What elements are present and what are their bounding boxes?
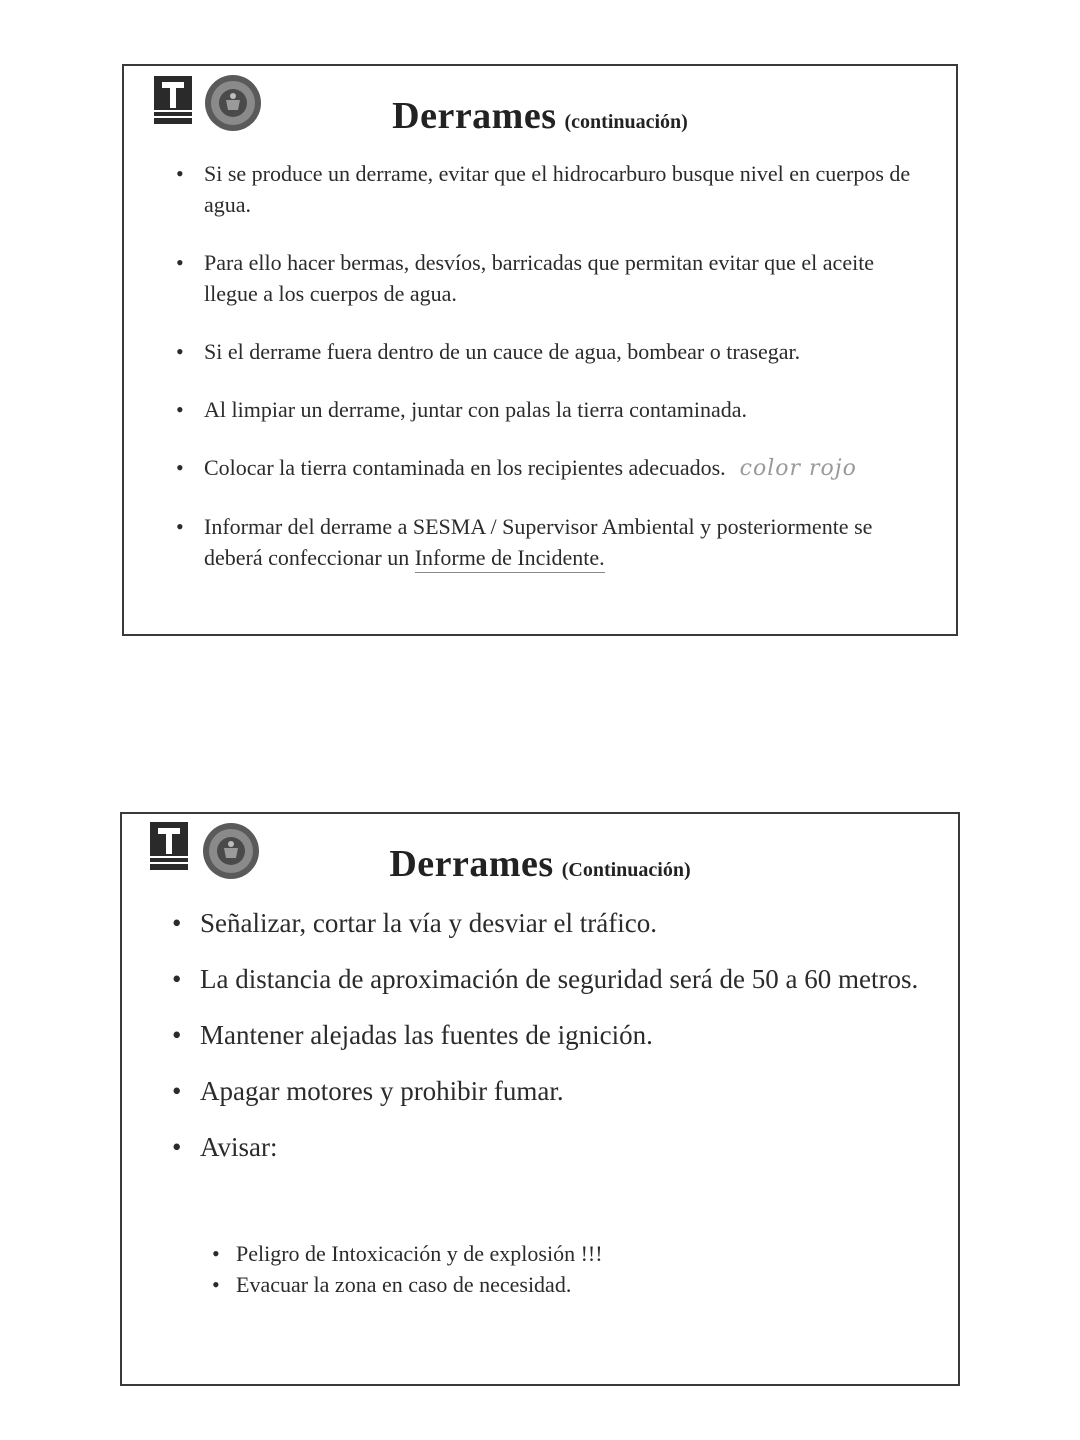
bullet-text: Informar del derrame a SESMA / Supervisor Ambiental y posteriormente se deberá confeccionar un bbox=[204, 514, 873, 570]
bullet-text: Para ello hacer bermas, desvíos, barricadas que permitan evitar que el aceite llegue a los cuerpos de agua. bbox=[204, 250, 875, 306]
handwritten-note: color rojo bbox=[739, 456, 857, 481]
sub-bullet-text: Peligro de Intoxicación y de explosión !!! bbox=[236, 1241, 603, 1266]
bullet-icon: • bbox=[172, 908, 182, 938]
bullet-text: Apagar motores y prohibir fumar. bbox=[200, 1076, 564, 1106]
bullet-text: Mantener alejadas las fuentes de ignición. bbox=[200, 1020, 653, 1050]
title-suffix: (Continuación) bbox=[561, 859, 691, 881]
list-item bbox=[212, 1269, 603, 1300]
title-main: Derrames bbox=[389, 843, 554, 885]
slide-2-bullet-list bbox=[172, 906, 930, 1186]
slide-2-sub-bullet-list bbox=[212, 1238, 603, 1300]
slide-1-bullet-list bbox=[176, 158, 924, 600]
bullet-icon: • bbox=[176, 250, 184, 275]
list-item bbox=[176, 394, 924, 425]
bullet-icon: • bbox=[212, 1272, 220, 1297]
title-main: Derrames bbox=[392, 95, 557, 137]
slide-2-title bbox=[122, 842, 958, 886]
bullet-text: Avisar: bbox=[200, 1132, 278, 1162]
list-item bbox=[172, 1130, 930, 1165]
list-item bbox=[176, 247, 924, 309]
list-item bbox=[212, 1238, 603, 1269]
title-suffix: (continuación) bbox=[564, 111, 688, 133]
bullet-icon: • bbox=[172, 1020, 182, 1050]
list-item bbox=[172, 962, 930, 997]
bullet-text: La distancia de aproximación de seguridad será de 50 a 60 metros. bbox=[200, 964, 919, 994]
underlined-text: Informe de Incidente. bbox=[415, 545, 605, 573]
bullet-icon: • bbox=[212, 1241, 220, 1266]
bullet-icon: • bbox=[176, 161, 184, 186]
bullet-icon: • bbox=[172, 964, 182, 994]
bullet-text: Colocar la tierra contaminada en los recipientes adecuados. bbox=[204, 455, 726, 480]
bullet-icon: • bbox=[176, 339, 184, 364]
bullet-text: Al limpiar un derrame, juntar con palas la tierra contaminada. bbox=[204, 397, 748, 422]
bullet-text: Si el derrame fuera dentro de un cauce de agua, bombear o trasegar. bbox=[204, 339, 801, 364]
sub-bullet-text: Evacuar la zona en caso de necesidad. bbox=[236, 1272, 572, 1297]
bullet-icon: • bbox=[176, 397, 184, 422]
list-item bbox=[176, 158, 924, 220]
list-item bbox=[176, 511, 924, 573]
bullet-text: Si se produce un derrame, evitar que el hidrocarburo busque nivel en cuerpos de agua. bbox=[204, 161, 911, 217]
bullet-icon: • bbox=[172, 1076, 182, 1106]
list-item bbox=[172, 906, 930, 941]
slide-1 bbox=[122, 64, 958, 636]
list-item bbox=[172, 1074, 930, 1109]
slide-2 bbox=[120, 812, 960, 1386]
bullet-icon: • bbox=[176, 514, 184, 539]
bullet-icon: • bbox=[172, 1132, 182, 1162]
list-item bbox=[176, 336, 924, 367]
bullet-text: Señalizar, cortar la vía y desviar el tráfico. bbox=[200, 908, 657, 938]
list-item bbox=[176, 452, 924, 484]
list-item bbox=[172, 1018, 930, 1053]
slide-1-title bbox=[124, 94, 956, 138]
bullet-icon: • bbox=[176, 455, 184, 480]
